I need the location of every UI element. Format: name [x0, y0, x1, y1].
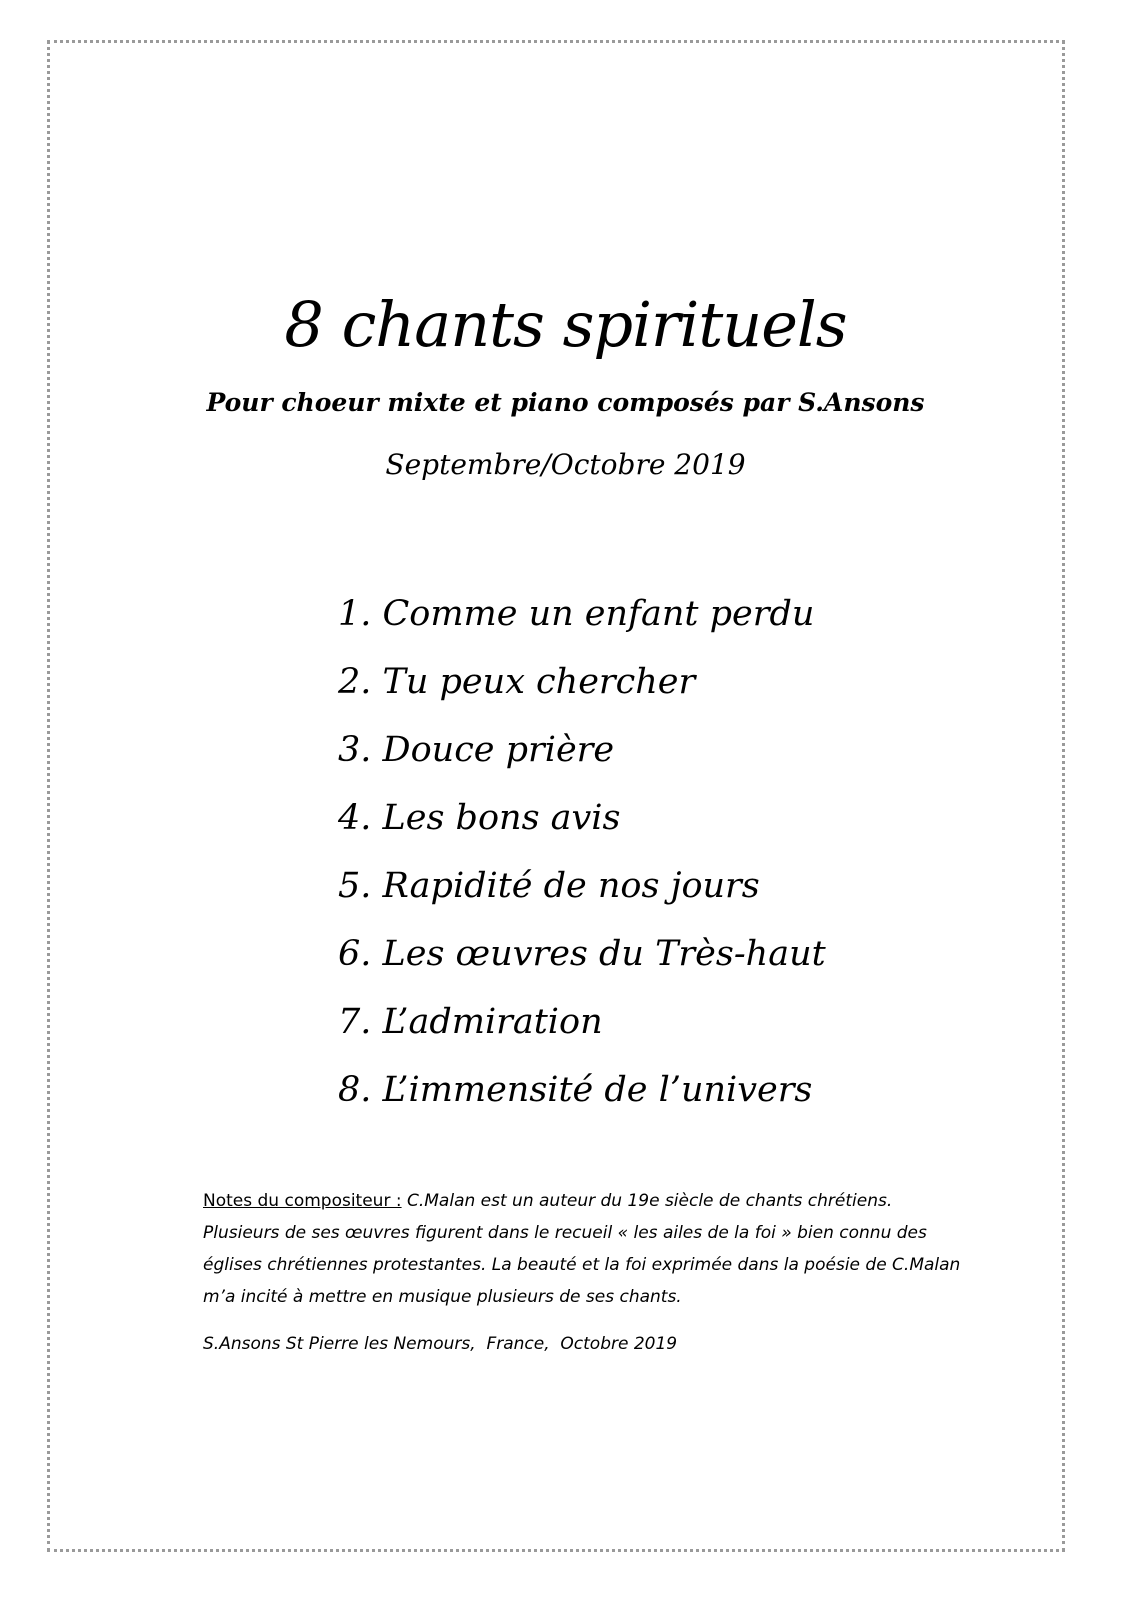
song-item: 4. Les bons avis	[338, 798, 621, 838]
song-item: 8. L’immensité de l’univers	[338, 1070, 813, 1110]
composer-notes-text: C.Malan est un auteur du 19e siècle de chants chrétiens. Plusieurs de ses œuvres figurent dans le recueil « les ailes de la foi » bien connu des églises chrétiennes protestantes. La beauté et la foi exprimée dans la poésie de C.Malan m’a incité à mettre en musique plusieurs de ses chants.	[203, 1191, 961, 1307]
composition-date: Septembre/Octobre 2019	[385, 448, 746, 481]
document-subtitle: Pour choeur mixte et piano composés par S.Ansons	[206, 388, 925, 417]
song-item: 3. Douce prière	[338, 730, 615, 770]
song-list	[338, 580, 826, 1124]
signature-line: S.Ansons St Pierre les Nemours, France, Octobre 2019	[203, 1334, 678, 1354]
composer-notes-label: Notes du compositeur :	[203, 1191, 402, 1211]
song-item: 2. Tu peux chercher	[338, 662, 696, 702]
song-item: 7. L’admiration	[338, 1002, 603, 1042]
document-title: 8 chants spirituels	[284, 288, 847, 361]
song-item: 1. Comme un enfant perdu	[338, 594, 815, 634]
composer-notes	[203, 1185, 963, 1313]
song-item: 6. Les œuvres du Très-haut	[338, 934, 826, 974]
song-item: 5. Rapidité de nos jours	[338, 866, 760, 906]
